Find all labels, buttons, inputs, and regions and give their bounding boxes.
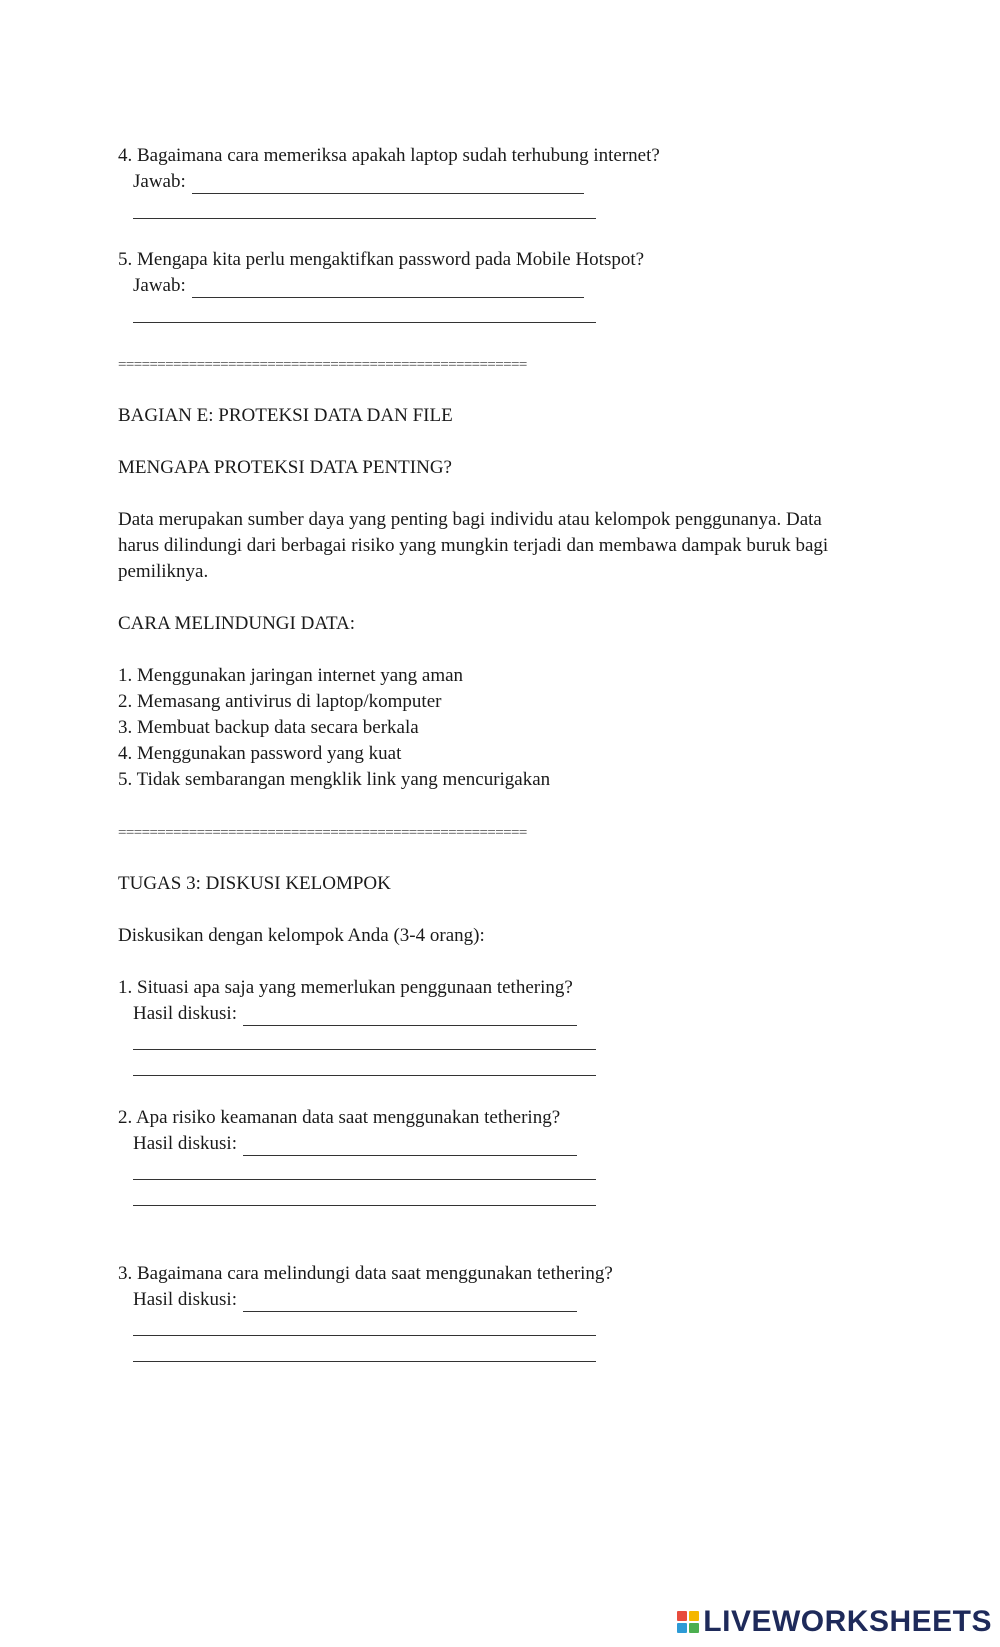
answer-input-line[interactable] — [192, 277, 584, 298]
task-3-title: TUGAS 3: DISKUSI KELOMPOK — [118, 873, 391, 894]
list-item: 4. Menggunakan password yang kuat — [118, 743, 402, 764]
section-e-paragraph: Data merupakan sumber daya yang penting bagi individu atau kelompok penggunanya. Data harus dilindungi dari berbagai risiko yang mungkin terjadi dan membawa dampak buruk bagi pemiliknya. — [118, 509, 829, 582]
discussion-label: Hasil diskusi: — [133, 1133, 237, 1154]
list-item: 1. Menggunakan jaringan internet yang aman — [118, 665, 464, 686]
separator: ==================================================== — [118, 825, 527, 841]
discussion-input-line[interactable] — [243, 1291, 577, 1312]
liveworksheets-logo — [677, 1605, 992, 1639]
list-item: 5. Tidak sembarangan mengklik link yang mencurigakan — [118, 769, 551, 790]
logo-square — [677, 1623, 687, 1633]
discussion-input-line[interactable] — [133, 1205, 596, 1206]
question-4: 4. Bagaimana cara memeriksa apakah laptop sudah terhubung internet? — [118, 145, 660, 166]
answer-row-q5 — [133, 274, 584, 298]
section-e-title: BAGIAN E: PROTEKSI DATA DAN FILE — [118, 405, 453, 426]
answer-input-line[interactable] — [133, 218, 596, 219]
liveworksheets-logo-icon — [677, 1611, 699, 1633]
discussion-question-3: 3. Bagaimana cara melindungi data saat menggunakan tethering? — [118, 1263, 613, 1284]
discussion-question-2: 2. Apa risiko keamanan data saat menggunakan tethering? — [118, 1107, 561, 1128]
logo-square — [689, 1623, 699, 1633]
discussion-input-line[interactable] — [133, 1335, 596, 1336]
logo-square — [677, 1611, 687, 1621]
discussion-row-q3 — [133, 1288, 577, 1312]
list-item: 3. Membuat backup data secara berkala — [118, 717, 419, 738]
discussion-input-line[interactable] — [133, 1179, 596, 1180]
answer-label: Jawab: — [133, 171, 186, 192]
discussion-input-line[interactable] — [243, 1005, 577, 1026]
answer-label: Jawab: — [133, 275, 186, 296]
section-e-subtitle: MENGAPA PROTEKSI DATA PENTING? — [118, 457, 452, 478]
discussion-input-line[interactable] — [133, 1049, 596, 1050]
discussion-row-q2 — [133, 1132, 577, 1156]
task-3-intro: Diskusikan dengan kelompok Anda (3-4 orang): — [118, 925, 485, 946]
discussion-input-line[interactable] — [243, 1135, 577, 1156]
question-5: 5. Mengapa kita perlu mengaktifkan password pada Mobile Hotspot? — [118, 249, 645, 270]
discussion-question-1: 1. Situasi apa saja yang memerlukan penggunaan tethering? — [118, 977, 573, 998]
discussion-input-line[interactable] — [133, 1075, 596, 1076]
discussion-label: Hasil diskusi: — [133, 1003, 237, 1024]
discussion-label: Hasil diskusi: — [133, 1289, 237, 1310]
list-item: 2. Memasang antivirus di laptop/komputer — [118, 691, 442, 712]
liveworksheets-wordmark: LIVEWORKSHEETS — [703, 1605, 992, 1638]
discussion-input-line[interactable] — [133, 1361, 596, 1362]
discussion-row-q1 — [133, 1002, 577, 1026]
logo-square — [689, 1611, 699, 1621]
answer-row-q4 — [133, 170, 584, 194]
answer-input-line[interactable] — [133, 322, 596, 323]
separator: ==================================================== — [118, 357, 527, 373]
answer-input-line[interactable] — [192, 173, 584, 194]
list-title: CARA MELINDUNGI DATA: — [118, 613, 356, 634]
